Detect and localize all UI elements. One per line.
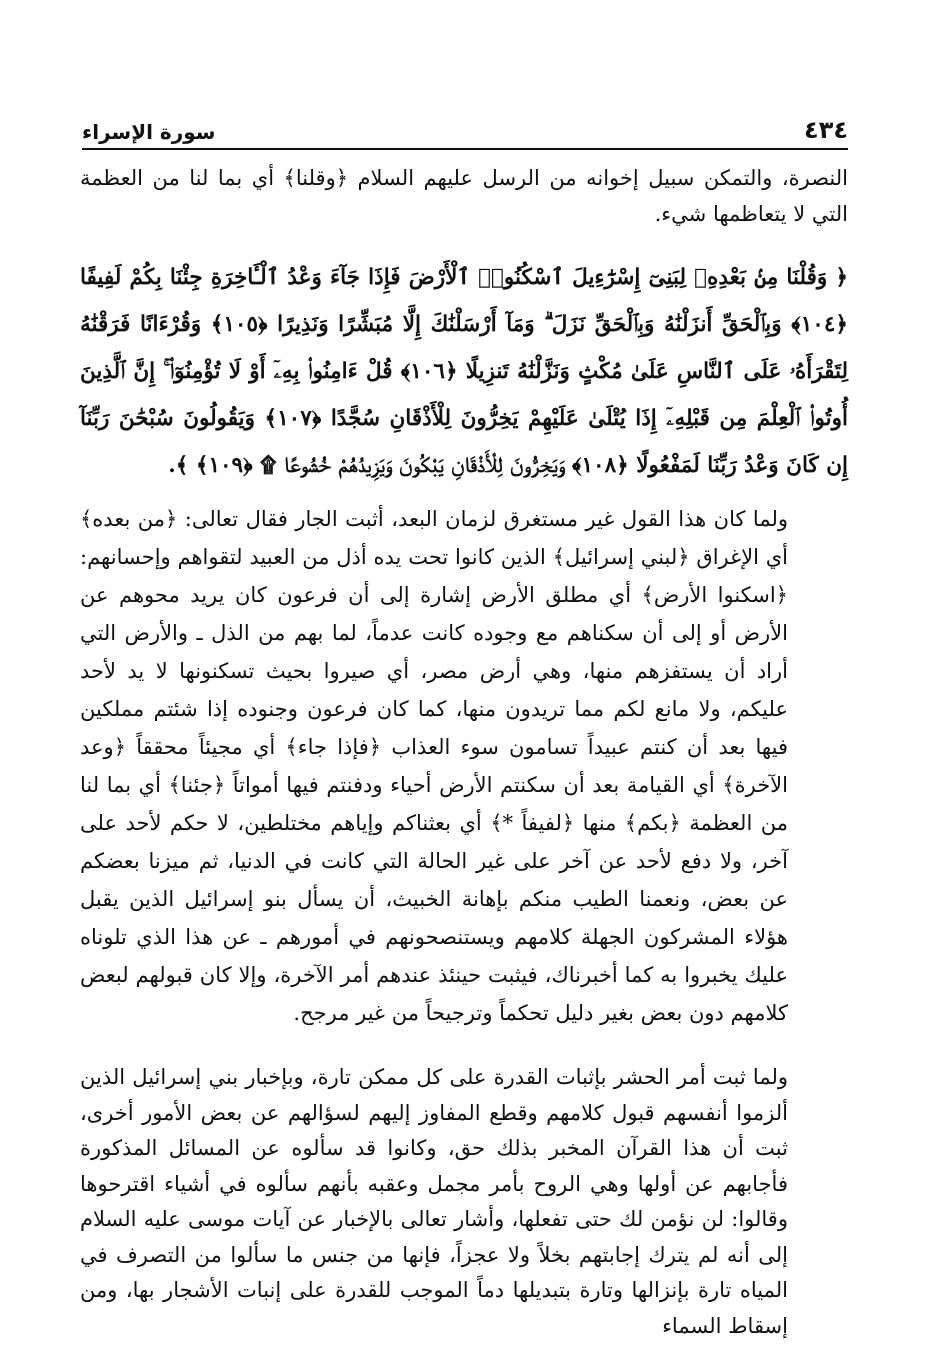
commentary-paragraph-3 xyxy=(80,1060,848,1344)
surah-title: سورة الإسراء xyxy=(82,120,216,144)
header-divider xyxy=(82,148,848,150)
commentary-paragraph-2 xyxy=(80,500,848,1032)
paragraph-3-text: ولما ثبت أمر الحشر بإثبات القدرة على كل ممكن تارة، وبإخبار بني إسرائيل الذين ألزموا أنفسهم قبول كلامهم وقطع المفاوز إليهم لسؤالهم عن بعض الأمور أخرى، ثبت أن هذا القرآن المخبر بذلك حق، وكانوا قد سألوه عن المسائل المذكورة فأجابهم عن أولها وهي الروح بأمر مجمل وعقبه بأنهم سألوه في أشياء اقترحوها وقالوا: لن نؤمن لك حتى تفعلها، وأشار تعالى بالإخبار عن آيات موسى عليه السلام إلى أنه لم يترك إجابتهم بخلاً ولا عجزاً، فإنها من جنس ما سألوا من التصرف في المياه تارة بإنزالها وتارة بتبديلها دماً الموجب للقدرة على إنبات الأشجار بها، ومن إسقاط السماء xyxy=(80,1065,788,1338)
page-header xyxy=(82,108,848,144)
quran-verses: ﴿ وَقُلْنَا مِنۢ بَعْدِهِۦ لِبَنِىٓ إِسْرَٰٓءِيلَ ٱسْكُنُوا۟ ٱلْأَرْضَ فَإِذَا جَآءَ وَعْدُ ٱلْـَٔاخِرَةِ جِئْنَا بِكُمْ لَفِيفًا ﴿١٠٤﴾ وَبِٱلْحَقِّ أَنزَلْنَٰهُ وَبِٱلْحَقِّ نَزَلَ ۗ وَمَآ أَرْسَلْنَٰكَ إِلَّا مُبَشِّرًا وَنَذِيرًا ﴿١٠٥﴾ وَقُرْءَانًا فَرَقْنَٰهُ لِتَقْرَأَهُۥ عَلَى ٱلنَّاسِ عَلَىٰ مُكْثٍ وَنَزَّلْنَٰهُ تَنزِيلًا ﴿١٠٦﴾ قُلْ ءَامِنُوا۟ بِهِۦٓ أَوْ لَا تُؤْمِنُوٓا۟ ۚ إِنَّ ٱلَّذِينَ أُوتُوا۟ ٱلْعِلْمَ مِن قَبْلِهِۦٓ إِذَا يُتْلَىٰ عَلَيْهِمْ يَخِرُّونَ لِلْأَذْقَانِ سُجَّدًا ﴿١٠٧﴾ وَيَقُولُونَ سُبْحَٰنَ رَبِّنَآ إِن كَانَ وَعْدُ رَبِّنَا لَمَفْعُولًا ﴿١٠٨﴾ وَيَخِرُّونَ لِلْأَذْقَانِ يَبْكُونَ وَيَزِيدُهُمْ خُشُوعًا ۩ ﴿١٠٩﴾ ﴾. xyxy=(80,265,848,478)
paragraph-2-text: ولما كان هذا القول غير مستغرق لزمان البعد، أثبت الجار فقال تعالى: ﴿من بعده﴾ أي الإغراق ﴿لبني إسرائيل﴾ الذين كانوا تحت يده أذل من العبيد لتقواهم وإحسانهم: ﴿اسكنوا الأرض﴾ أي مطلق الأرض إشارة إلى أن فرعون كان يريد محوهم عن الأرض أو إلى أن سكناهم مع وجوده كانت عدماً، لما بهم من الذل ـ والأرض التي أراد أن يستفزهم منها، وهي أرض مصر، أي صيروا بحيث تسكنونها لا يد لأحد عليكم، ولا مانع لكم مما تريدون منها، كما كان فرعون وجنوده إذا شئتم مملكين فيها بعد أن كنتم عبيداً تسامون سوء العذاب ﴿فإذا جاء﴾ أي مجيئاً محققاً ﴿وعد الآخرة﴾ أي القيامة بعد أن سكنتم الأرض أحياء ودفنتم فيها أمواتاً ﴿جئنا﴾ أي بما لنا من العظمة ﴿بكم﴾ منها ﴿لفيفاً *﴾ أي بعثناكم وإياهم مختلطين، لا حكم لأحد على آخر، ولا دفع لأحد عن آخر على غير الحالة التي كانت في الدنيا، ثم ميزنا بعضكم عن بعض، ونعمنا الطيب منكم بإهانة الخبيث، أن يسأل بنو إسرائيل الذين يقبل هؤلاء المشركون الجهلة كلامهم ويستنصحونهم في أمورهم ـ عن هذا الذي تلوناه عليك يخبروا به كما أخبرناك، فيثبت حينئذ عندهم أمر الآخرة، وإلا كان قبولهم لبعض كلامهم دون بعض بغير دليل تحكماً وترجيحاً من غير مرجح. xyxy=(80,507,788,1025)
commentary-paragraph-1: النصرة، والتمكن سبيل إخوانه من الرسل عليهم السلام ﴿وقلنا﴾ أي بما لنا من العظمة التي لا يتعاظمها شيء. xyxy=(80,166,848,226)
page-number: ٤٣٤ xyxy=(804,116,848,144)
